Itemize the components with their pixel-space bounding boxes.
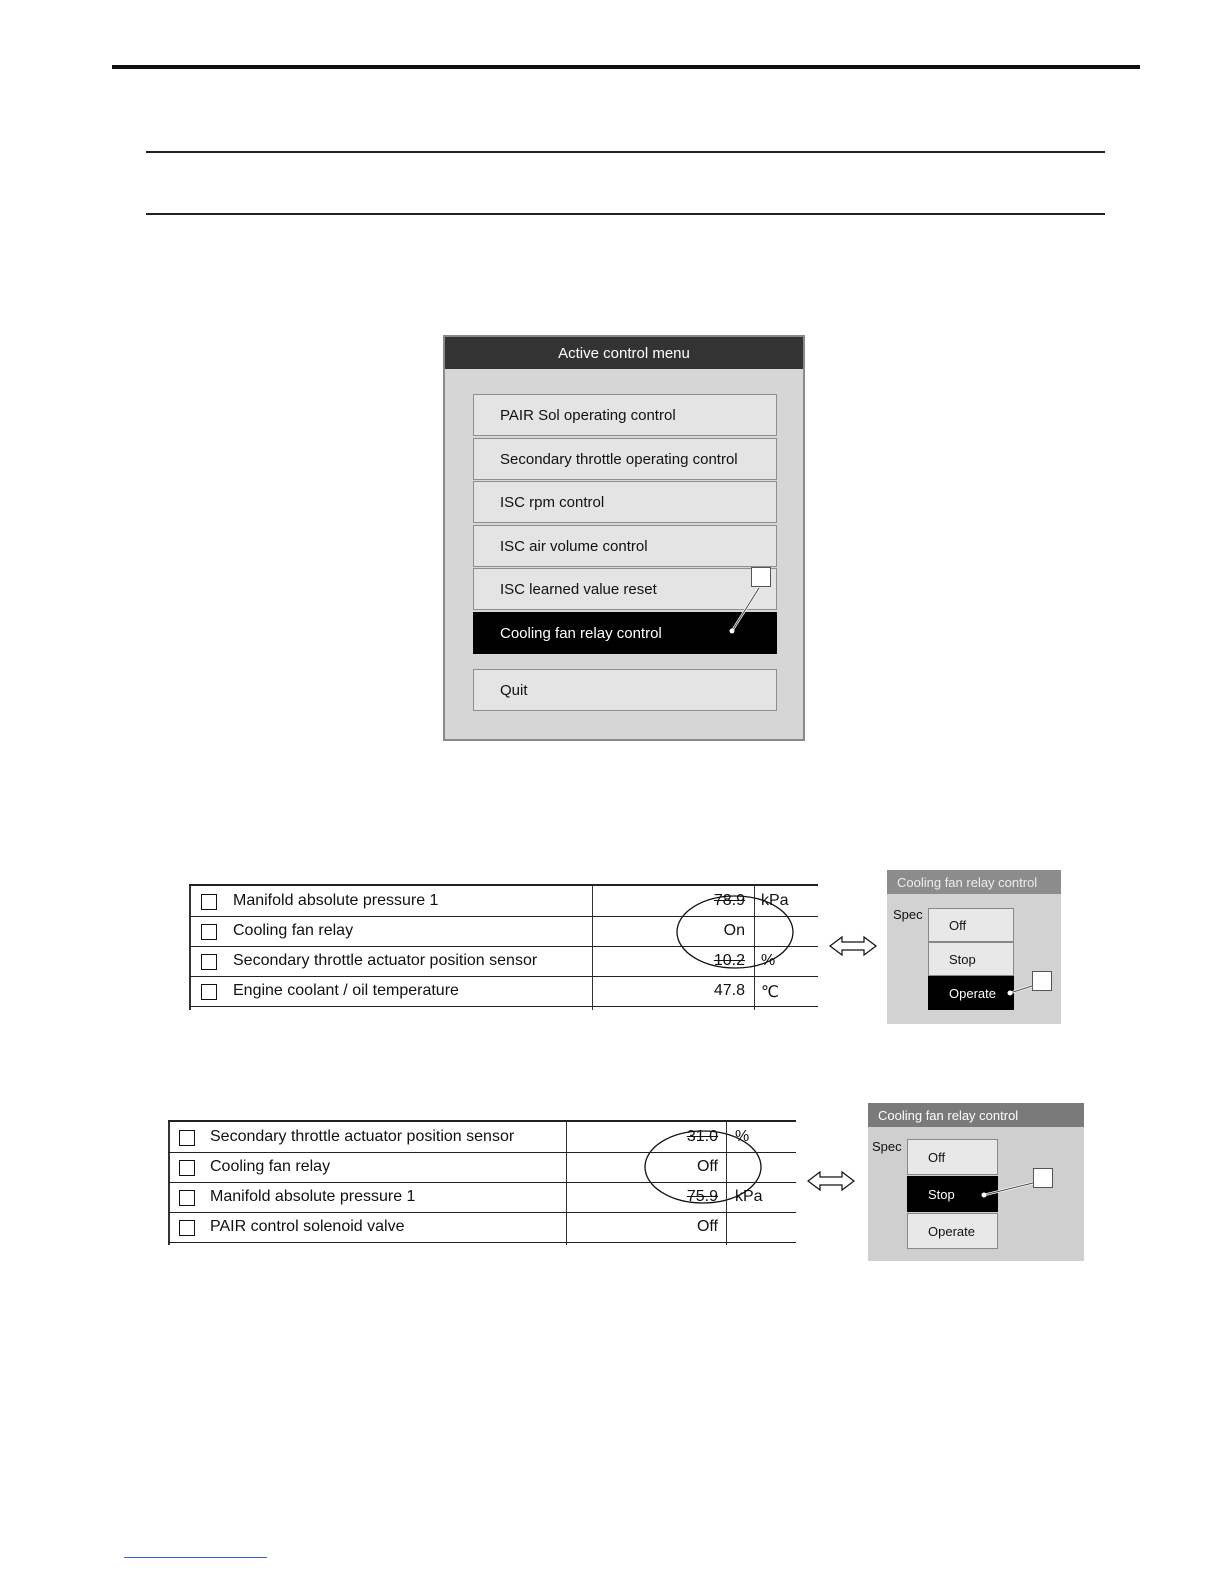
menu-item-pair-sol[interactable]: PAIR Sol operating control bbox=[473, 394, 777, 436]
row-value: 47.8 bbox=[713, 982, 745, 999]
table-row bbox=[168, 1183, 796, 1213]
row-unit: kPa bbox=[735, 1188, 763, 1205]
row-value: 31.0 bbox=[686, 1128, 718, 1145]
table-row bbox=[189, 977, 818, 1007]
menu-item-secondary-throttle[interactable]: Secondary throttle operating control bbox=[473, 438, 777, 480]
panel-title: Cooling fan relay control bbox=[887, 870, 1061, 894]
page-header-rule bbox=[112, 65, 1140, 69]
row-label: Cooling fan relay bbox=[233, 922, 354, 939]
row-value: 75.9 bbox=[686, 1188, 718, 1205]
quit-button[interactable]: Quit bbox=[473, 669, 777, 711]
table-row bbox=[189, 917, 818, 947]
menu-window-title: Active control menu bbox=[445, 337, 803, 369]
row-label: Secondary throttle actuator position sensor bbox=[210, 1128, 515, 1145]
row-unit: % bbox=[761, 952, 776, 969]
menu-item-isc-rpm[interactable]: ISC rpm control bbox=[473, 481, 777, 523]
operate-button[interactable]: Operate bbox=[928, 976, 1014, 1010]
menu-item-cooling-fan-relay[interactable]: Cooling fan relay control bbox=[473, 612, 777, 654]
callout-box-icon bbox=[751, 567, 771, 587]
checkbox-icon[interactable] bbox=[201, 954, 217, 970]
row-unit: % bbox=[735, 1128, 750, 1145]
table-row bbox=[189, 947, 818, 977]
checkbox-icon[interactable] bbox=[201, 894, 217, 910]
double-arrow-icon bbox=[808, 1172, 854, 1190]
row-unit: ℃ bbox=[761, 984, 779, 1001]
row-value: Off bbox=[696, 1218, 718, 1235]
checkbox-icon[interactable] bbox=[179, 1220, 195, 1236]
section-rule-top bbox=[146, 151, 1105, 153]
cooling-fan-control-panel-2 bbox=[868, 1103, 1084, 1261]
spec-label: Spec bbox=[872, 1139, 902, 1154]
section-rule-bottom bbox=[146, 213, 1105, 215]
row-label: Manifold absolute pressure 1 bbox=[233, 892, 439, 909]
cooling-fan-control-panel-1 bbox=[887, 870, 1061, 1024]
row-label: Engine coolant / oil temperature bbox=[233, 982, 459, 999]
table-row bbox=[168, 1213, 796, 1243]
callout-box-icon bbox=[1033, 1168, 1053, 1188]
table-top-border bbox=[168, 1120, 796, 1122]
row-value: 10.2 bbox=[713, 952, 745, 969]
menu-item-isc-air-volume[interactable]: ISC air volume control bbox=[473, 525, 777, 567]
menu-item-isc-learned-reset[interactable]: ISC learned value reset bbox=[473, 568, 777, 610]
double-arrow-icon bbox=[830, 937, 876, 955]
spec-label: Spec bbox=[893, 907, 923, 922]
panel-title: Cooling fan relay control bbox=[868, 1103, 1084, 1127]
active-control-menu-window bbox=[443, 335, 805, 741]
data-table-1 bbox=[189, 884, 818, 1010]
operate-button[interactable]: Operate bbox=[907, 1213, 998, 1249]
table-row bbox=[189, 887, 818, 917]
row-unit: kPa bbox=[761, 892, 789, 909]
table-row bbox=[168, 1153, 796, 1183]
off-button[interactable]: Off bbox=[907, 1139, 998, 1175]
footer-link-underline bbox=[124, 1557, 267, 1558]
row-value: Off bbox=[696, 1158, 718, 1175]
stop-button[interactable]: Stop bbox=[928, 942, 1014, 976]
off-button[interactable]: Off bbox=[928, 908, 1014, 942]
row-value: 78.9 bbox=[713, 892, 745, 909]
stop-button[interactable]: Stop bbox=[907, 1176, 998, 1212]
row-label: Secondary throttle actuator position sensor bbox=[233, 952, 538, 969]
callout-box-icon bbox=[1032, 971, 1052, 991]
row-value: On bbox=[723, 922, 745, 939]
checkbox-icon[interactable] bbox=[201, 984, 217, 1000]
row-label: Manifold absolute pressure 1 bbox=[210, 1188, 416, 1205]
table-row bbox=[168, 1123, 796, 1153]
row-label: PAIR control solenoid valve bbox=[210, 1218, 405, 1235]
data-table-2 bbox=[168, 1120, 796, 1245]
checkbox-icon[interactable] bbox=[179, 1160, 195, 1176]
checkbox-icon[interactable] bbox=[179, 1130, 195, 1146]
checkbox-icon[interactable] bbox=[179, 1190, 195, 1206]
row-label: Cooling fan relay bbox=[210, 1158, 331, 1175]
checkbox-icon[interactable] bbox=[201, 924, 217, 940]
table-top-border bbox=[189, 884, 818, 886]
